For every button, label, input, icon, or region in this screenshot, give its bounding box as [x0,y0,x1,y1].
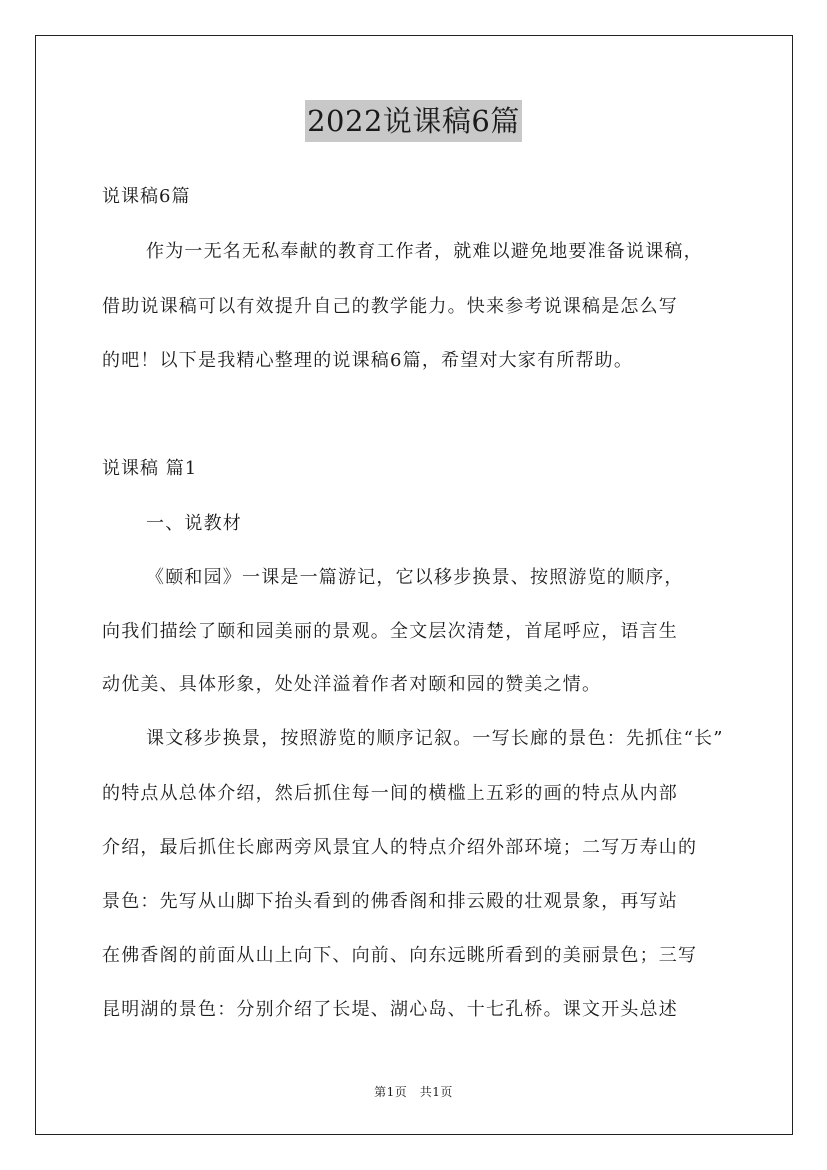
page-footer: 第1页 共1页 [374,1085,453,1099]
paragraph2-line: 景色：先写从山脚下抬头看到的佛香阁和排云殿的壮观景象，再写站 [102,891,678,912]
paragraph2-line: 介绍，最后抓住长廊两旁风景宜人的特点介绍外部环境；二写万寿山的 [102,837,698,858]
document-title: 2022说课稿6篇 [305,100,522,142]
paragraph1-line: 《颐和园》一课是一篇游记，它以移步换景、按照游览的顺序， [146,567,684,588]
paragraph2-line: 昆明湖的景色：分别介绍了长堤、湖心岛、十七孔桥。课文开头总述 [102,999,678,1020]
subsection-heading: 一、说教材 [146,513,242,534]
intro-line: 借助说课稿可以有效提升自己的教学能力。快来参考说课稿是怎么写 [102,296,678,317]
intro-line: 的吧！以下是我精心整理的说课稿6篇，希望对大家有所帮助。 [102,350,634,371]
paragraph2-line: 课文移步换景，按照游览的顺序记叙。一写长廊的景色：先抓住“长” [146,728,724,749]
paragraph2-line: 在佛香阁的前面从山上向下、向前、向东远眺所看到的美丽景色；三写 [102,945,698,966]
section-heading: 说课稿 篇1 [102,458,198,479]
title-wrap [0,100,827,142]
paragraph1-line: 向我们描绘了颐和园美丽的景观。全文层次清楚，首尾呼应，语言生 [102,621,678,642]
document-subtitle: 说课稿6篇 [102,186,191,207]
intro-line: 作为一无名无私奉献的教育工作者，就难以避免地要准备说课稿， [146,241,703,262]
paragraph2-line: 的特点从总体介绍，然后抓住每一间的横槛上五彩的画的特点从内部 [102,783,678,804]
paragraph1-line: 动优美、具体形象，处处洋溢着作者对颐和园的赞美之情。 [102,674,602,695]
